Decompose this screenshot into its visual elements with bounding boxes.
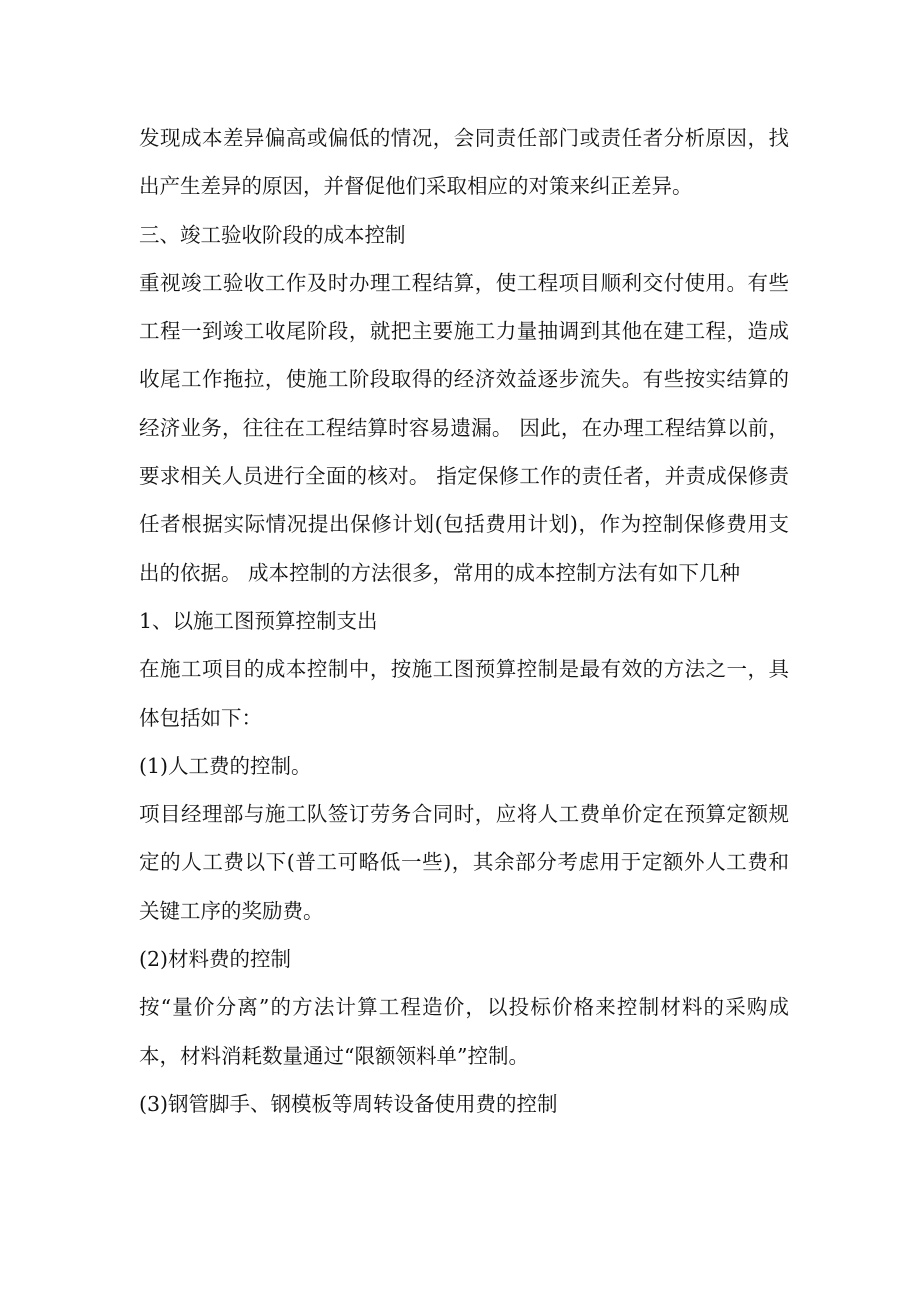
heading-equipment-cost: (3)钢管脚手、钢模板等周转设备使用费的控制 [139, 1091, 558, 1116]
paragraph-completion-settlement: 重视竣工验收工作及时办理工程结算，使工程项目顺利交付使用。有些工程一到竣工收尾阶段，就把主要施工力量抽调到其他在建工程，造成收尾工作拖拉，使施工阶段取得的经济效益逐步流失。有些按实结算的经济业务，往往在工程结算时容易遗漏。 因此，在办理工程结算以前，要求相关人员进行全面的核对。 指定保修工作的责任者，并责成保修责任者根据实际情况提出保修计划(包括费用计划)，作为控制保修费用支出的依据。 成本控制的方法很多，常用的成本控制方法有如下几种 [139, 270, 789, 585]
heading-method-1: 1、以施工图预算控制支出 [139, 608, 378, 633]
paragraph-cost-variance: 发现成本差异偏高或偏低的情况，会同责任部门或责任者分析原因，找出产生差异的原因，并督促他们采取相应的对策来纠正差异。 [139, 126, 789, 199]
document-body [139, 114, 789, 1128]
paragraph-labor-cost: 项目经理部与施工队签订劳务合同时，应将人工费单价定在预算定额规定的人工费以下(普工可略低一些)，其余部分考虑用于定额外人工费和关键工序的奖励费。 [139, 802, 789, 923]
heading-labor-cost: (1)人工费的控制。 [139, 753, 312, 778]
paragraph-material-cost: 按“量价分离”的方法计算工程造价，以投标价格来控制材料的采购成本，材料消耗数量通过“限额领料单”控制。 [139, 995, 789, 1068]
heading-completion-stage: 三、竣工验收阶段的成本控制 [139, 222, 406, 247]
paragraph-method-1-intro: 在施工项目的成本控制中，按施工图预算控制是最有效的方法之一，具体包括如下： [139, 657, 789, 730]
heading-material-cost: (2)材料费的控制 [139, 947, 292, 972]
